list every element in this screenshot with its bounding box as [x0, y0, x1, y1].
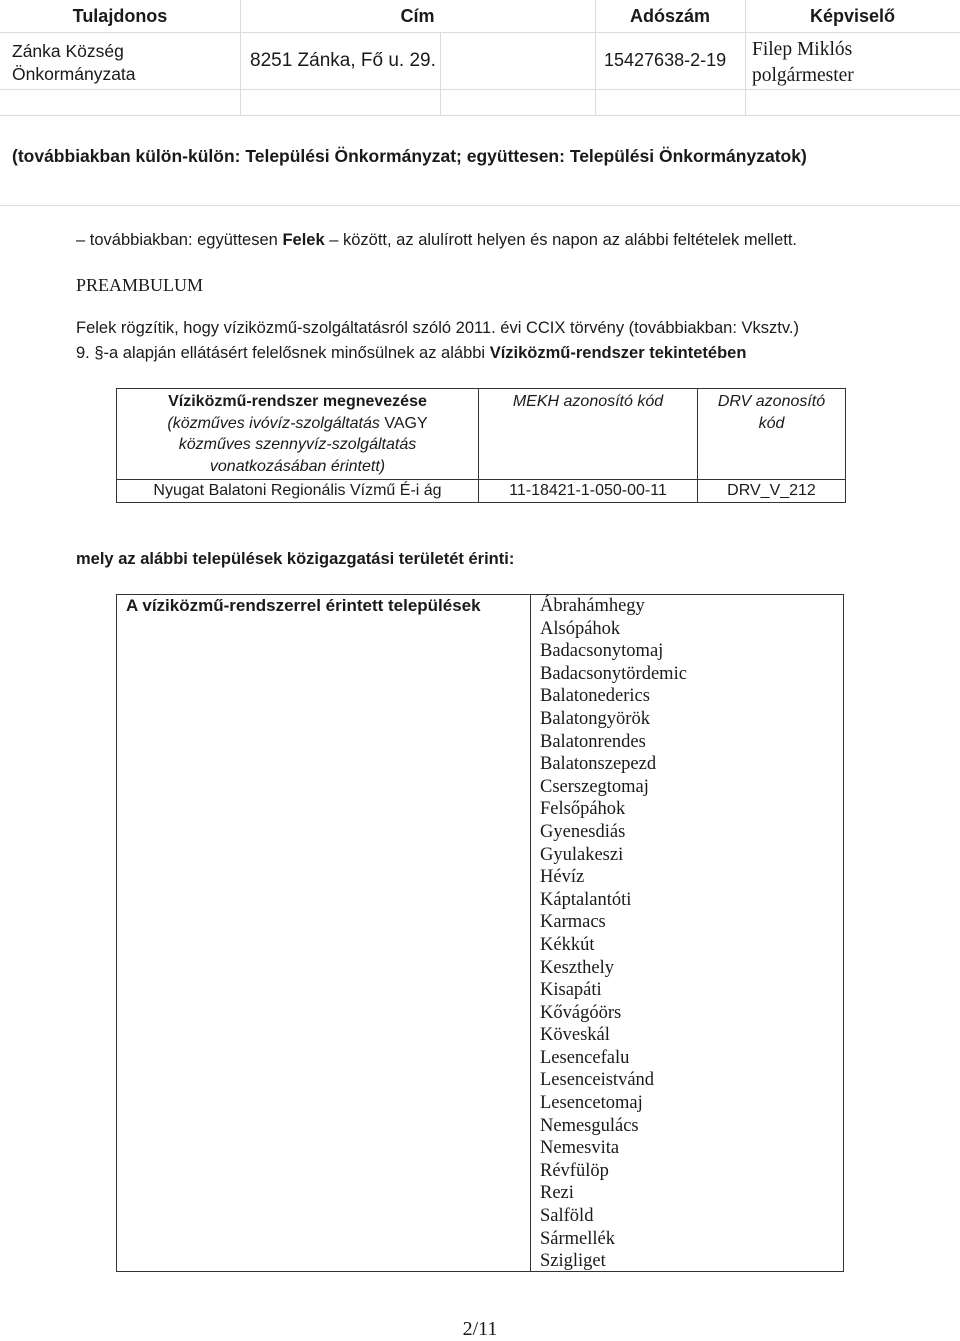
parties-line: – továbbiakban: együttesen Felek – között, az alulírott helyen és napon az alábbi feltételek mellett. [76, 231, 798, 249]
settlement-item: Gyenesdiás [540, 821, 626, 842]
settlement-item: Balatonrendes [540, 731, 646, 752]
owner-tax-number: 15427638-2-19 [604, 50, 727, 70]
settlement-item: Kékkút [540, 934, 595, 955]
settlement-item: Balatonszepezd [540, 754, 657, 775]
settlement-item: Kisapáti [540, 980, 602, 1001]
settlements-header: A víziközmű-rendszerrel érintett települések [126, 596, 481, 615]
settlement-item: Lesencefalu [540, 1047, 630, 1068]
settlement-item: Sármellék [540, 1228, 616, 1249]
system-name: Nyugat Balatoni Regionális Vízmű É-i ág [117, 480, 479, 503]
head-system-name: Víziközmű-rendszer megnevezése (közműves ivóvíz-szolgáltatás VAGY közműves szennyvíz-szolgáltatás vonatkozásában érintett) [117, 389, 479, 480]
settlement-item: Káptalantóti [540, 889, 632, 910]
water-system-row [117, 480, 846, 503]
head-drv: DRV azonosító kód [698, 389, 846, 480]
settlement-item: Lesenceistvánd [540, 1070, 655, 1091]
settlement-item: Cserszegtomaj [540, 776, 649, 797]
settlement-item: Ábrahámhegy [540, 596, 645, 616]
settlement-item: Alsópáhok [540, 618, 621, 639]
settlement-item: Kővágóörs [540, 1002, 622, 1023]
rep-line2: polgármester [752, 65, 854, 86]
settlements-intro: mely az alábbi települések közigazgatási területét érinti: [76, 550, 515, 568]
preamble-title: PREAMBULUM [76, 275, 204, 295]
settlement-item: Karmacs [540, 912, 606, 933]
settlement-item: Felsőpáhok [540, 799, 626, 820]
settlement-item: Nemesgulács [540, 1115, 639, 1136]
col-tax: Adószám [629, 6, 710, 26]
settlement-item: Köveskál [540, 1025, 610, 1046]
settlement-item: Szigliget [540, 1251, 606, 1272]
owner-representative [752, 37, 854, 89]
col-owner: Tulajdonos [72, 6, 168, 26]
settlement-item: Hévíz [540, 867, 585, 888]
settlement-item: Balatongyörök [540, 708, 650, 729]
owner-name [12, 40, 136, 86]
owner-table [0, 0, 960, 206]
parties-bold: Felek [282, 231, 325, 249]
owner-table-header [0, 0, 960, 33]
rep-line1: Filep Miklós [752, 39, 853, 60]
settlements-table [116, 594, 844, 1272]
water-system-table [116, 388, 846, 503]
settlement-item: Keszthely [540, 957, 614, 978]
head-mekh: MEKH azonosító kód [479, 389, 698, 480]
col-rep: Képviselő [809, 6, 896, 26]
settlement-item: Badacsonytördemic [540, 663, 687, 684]
settlement-item: Révfülöp [540, 1160, 609, 1181]
settlement-item: Rezi [540, 1183, 574, 1204]
system-mekh-code: 11-18421-1-050-00-11 [479, 480, 698, 503]
party-designation-note: (továbbiakban külön-külön: Települési Önkormányzat; együttesen: Települési Önkormányzatok) [12, 146, 807, 166]
page-number: 2/11 [462, 1318, 498, 1340]
settlement-item: Gyulakeszi [540, 844, 624, 865]
owner-name-line2: Önkormányzata [12, 64, 136, 84]
settlement-list [540, 595, 687, 1273]
preamble-line-2: 9. §-a alapján ellátásért felelősnek minősülnek az alábbi Víziközmű-rendszer tekintetében [76, 344, 747, 362]
water-system-table-header [117, 389, 846, 480]
settlement-item: Balatonederics [540, 686, 650, 707]
settlement-item: Nemesvita [540, 1138, 620, 1159]
col-address: Cím [400, 6, 435, 26]
settlement-item: Badacsonytomaj [540, 641, 664, 662]
system-drv-code: DRV_V_212 [698, 480, 846, 503]
preamble-line-1: Felek rögzítik, hogy víziközmű-szolgáltatásról szóló 2011. évi CCIX törvény (továbbiakban: Vksztv.) [76, 319, 799, 337]
settlement-item: Salföld [540, 1206, 594, 1227]
settlement-item: Lesencetomaj [540, 1093, 643, 1114]
owner-address: 8251 Zánka, Fő u. 29. [250, 50, 436, 71]
owner-name-line1: Zánka Község [12, 41, 124, 61]
